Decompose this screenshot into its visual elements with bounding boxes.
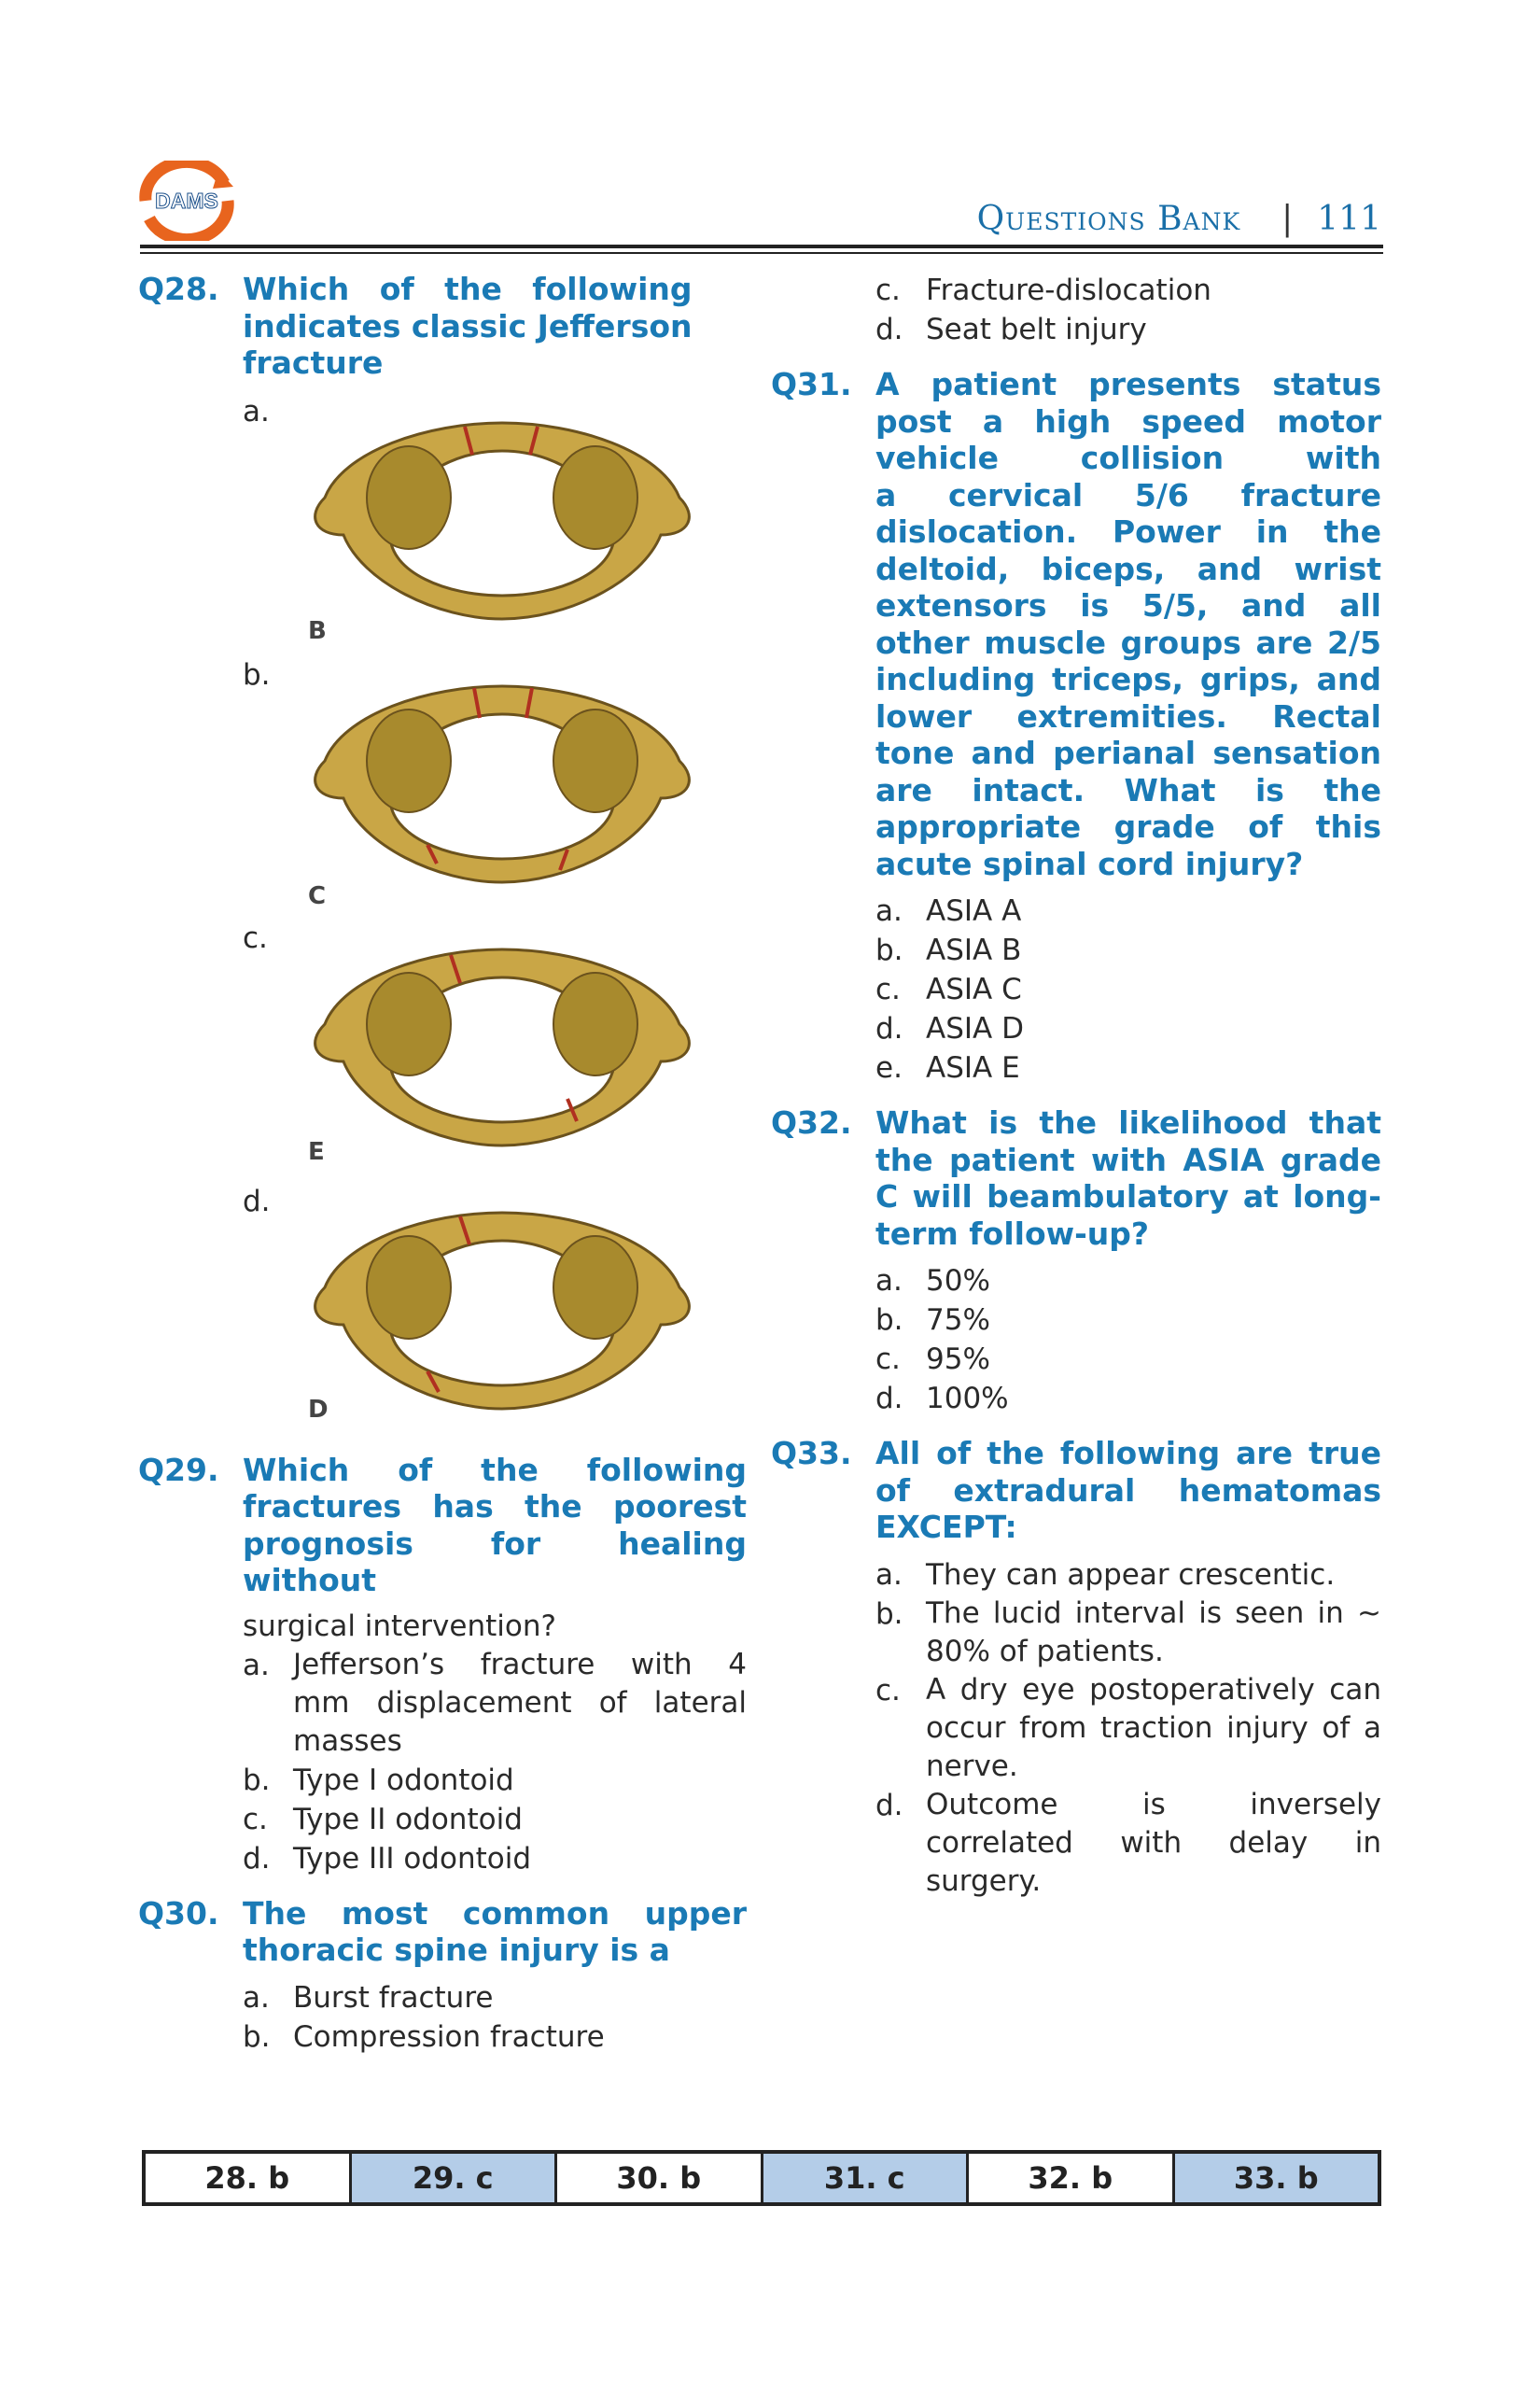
- section-title: Questions Bank: [976, 200, 1241, 238]
- q32-option-c[interactable]: c. 95%: [875, 1342, 990, 1376]
- answer-cell: 32. b: [969, 2154, 1175, 2202]
- q29-option-a[interactable]: a. Jefferson’s fracture with 4 mm displacement of lateral masses: [243, 1647, 747, 1758]
- atlas-figure-d: [287, 1185, 717, 1437]
- atlas-figure-c: [287, 658, 717, 910]
- q31-option-d[interactable]: d. ASIA D: [875, 1012, 1024, 1046]
- q30-option-d[interactable]: d. Seat belt injury: [875, 313, 1147, 346]
- header-rule: [140, 245, 1383, 248]
- answer-cell: 28. b: [146, 2154, 352, 2202]
- question-q30: Q30. The most common upper thoracic spine injury is a: [138, 1894, 747, 1968]
- q33-option-b[interactable]: b. The lucid interval is seen in ~ 80% of patients.: [875, 1595, 1381, 1668]
- q28-option-c[interactable]: c. E: [138, 921, 747, 1185]
- logo-text: DAMS: [155, 189, 218, 213]
- answer-cell: 33. b: [1175, 2154, 1379, 2202]
- question-q28: Q28. Which of the following indicates classic Jefferson fracture: [138, 271, 693, 381]
- running-header: Questions Bank | 111: [976, 200, 1381, 238]
- q30-option-c[interactable]: c. Fracture-dislocation: [875, 274, 1211, 307]
- q31-option-c[interactable]: c. ASIA C: [875, 973, 1022, 1006]
- q31-option-e[interactable]: e. ASIA E: [875, 1051, 1020, 1085]
- q33-option-d[interactable]: d. Outcome is inversely correlated with delay in surgery.: [875, 1787, 1381, 1898]
- q33-option-a[interactable]: a. They can appear crescentic.: [875, 1557, 1336, 1592]
- answer-cell: 31. c: [763, 2154, 970, 2202]
- q28-option-d[interactable]: d. D: [138, 1185, 747, 1448]
- q32-option-d[interactable]: d. 100%: [875, 1382, 1009, 1415]
- vertebra-illustration: [315, 423, 690, 619]
- q29-continued: surgical intervention?: [243, 1609, 556, 1643]
- question-q33: Q33. All of the following are true of extradural hematomas EXCEPT:: [771, 1435, 1381, 1545]
- q28-option-b[interactable]: b. C: [138, 658, 747, 921]
- left-column: [138, 271, 747, 2057]
- q29-option-b[interactable]: b. Type I odontoid: [243, 1763, 514, 1797]
- atlas-figure-b: [287, 395, 717, 647]
- q32-option-b[interactable]: b. 75%: [875, 1303, 990, 1337]
- answer-key-table: [142, 2150, 1381, 2206]
- q30-option-b[interactable]: b. Compression fracture: [243, 2019, 605, 2054]
- vertebra-illustration: [315, 1213, 690, 1409]
- dams-logo: [138, 161, 235, 241]
- question-q29: Q29. Which of the following fractures has the poorest prognosis for healing without: [138, 1451, 747, 1598]
- right-column: [771, 271, 1381, 1901]
- q33-option-c[interactable]: c. A dry eye postoperatively can occur from traction injury of a nerve.: [875, 1672, 1381, 1783]
- q32-option-a[interactable]: a. 50%: [875, 1264, 990, 1298]
- vertebra-illustration: [315, 949, 690, 1145]
- q30-option-a[interactable]: a. Burst fracture: [243, 1980, 494, 2015]
- q29-option-c[interactable]: c. Type II odontoid: [243, 1802, 523, 1836]
- atlas-figure-e: [287, 921, 717, 1173]
- q31-option-b[interactable]: b. ASIA B: [875, 934, 1022, 967]
- question-q31: Q31. A patient presents status post a high speed motor vehicle collision with a cervical 5/6 fracture dislocation. Power in the deltoid, biceps, and wrist extensors is 5/5, and all other muscle groups are 2/5 including triceps, grips, and lower extremities. Rectal tone and perianal sensation are intact. What is the appropriate grade of this acute spinal cord injury?: [771, 366, 1381, 882]
- header-rule-thin: [140, 252, 1383, 254]
- question-q32: Q32. What is the likelihood that the patient with ASIA grade C will beambulatory at long- term follow-up?: [771, 1104, 1381, 1252]
- q29-option-d[interactable]: d. Type III odontoid: [243, 1841, 532, 1876]
- answer-cell: 30. b: [557, 2154, 763, 2202]
- answer-cell: 29. c: [352, 2154, 558, 2202]
- page-number: 111: [1317, 200, 1381, 238]
- q31-option-a[interactable]: a. ASIA A: [875, 894, 1022, 928]
- q28-option-a[interactable]: a. B: [138, 395, 747, 658]
- vertebra-illustration: [315, 686, 690, 882]
